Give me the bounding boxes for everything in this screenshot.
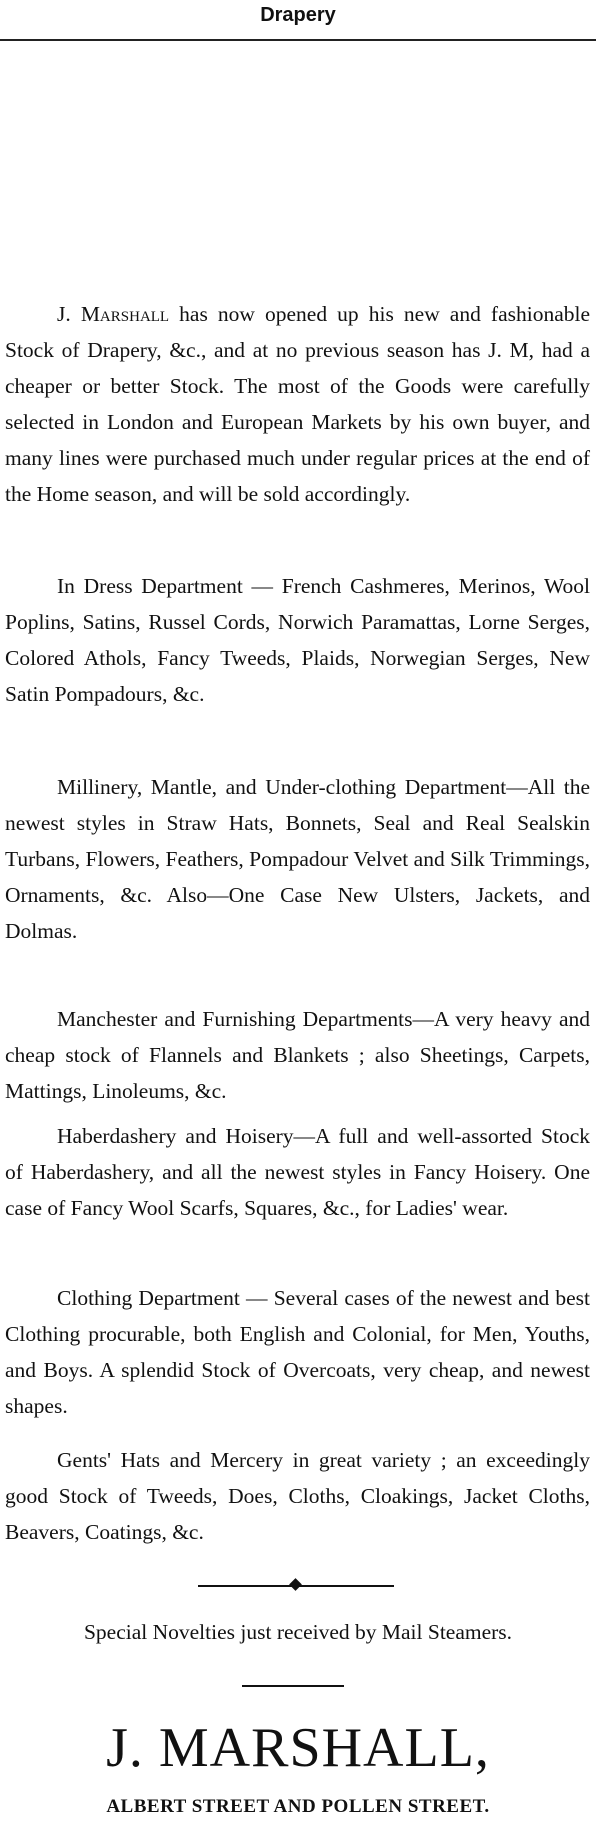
ad-paragraph-millinery: Millinery, Mantle, and Under-clothing Department—All the newest styles in Straw Hats, Bonnets, Seal and Real Sealskin Turbans, Flowers, Feathers, Pompadour Velvet and Silk Trimmings, Ornaments, &c. Also—One Case New Ulsters, Jackets, and Dolmas. — [5, 775, 590, 943]
section-heading: Drapery — [260, 4, 336, 26]
diamond-ornament-icon — [289, 1578, 302, 1591]
short-rule — [242, 1685, 344, 1687]
ad-paragraph-dress: In Dress Department — French Cashmeres, Merinos, Wool Poplins, Satins, Russel Cords, Norwich Paramattas, Lorne Serges, Colored Athols, Fancy Tweeds, Plaids, Norwegian Serges, New Satin Pompadours, &c. — [5, 574, 590, 706]
ad-paragraph-manchester: Manchester and Furnishing Departments—A very heavy and cheap stock of Flannels and Blankets ; also Sheetings, Carpets, Mattings, Linoleums, &c. — [5, 1007, 590, 1103]
merchant-signature: J. MARSHALL, — [106, 1717, 490, 1779]
intro-text: has now opened up his new and fashionable Stock of Drapery, &c., and at no previous season has J. M, had a cheaper or better Stock. The most of the Goods were carefully selected in London and European Markets by his own buyer, and many lines were purchased much under regular prices at the end of the Home season, and will be sold accordingly. — [5, 302, 591, 506]
ad-paragraph-intro — [5, 296, 590, 512]
ad-paragraph-mercery: Gents' Hats and Mercery in great variety ; an exceedingly good Stock of Tweeds, Does, Cloths, Cloakings, Jacket Cloths, Beavers, Coatings, &c. — [5, 1448, 590, 1544]
merchant-address: ALBERT STREET AND POLLEN STREET. — [106, 1796, 490, 1817]
merchant-name-lead: J. Marshall — [57, 302, 170, 326]
ad-paragraph-haberdashery: Haberdashery and Hoisery—A full and well-assorted Stock of Haberdashery, and all the newest styles in Fancy Hoisery. One case of Fancy Wool Scarfs, Squares, &c., for Ladies' wear. — [5, 1124, 590, 1220]
special-notice: Special Novelties just received by Mail Steamers. — [83, 1620, 513, 1644]
ad-paragraph-clothing: Clothing Department — Several cases of the newest and best Clothing procurable, both English and Colonial, for Men, Youths, and Boys. A splendid Stock of Overcoats, very cheap, and newest shapes. — [5, 1286, 590, 1418]
heading-rule — [0, 39, 596, 41]
